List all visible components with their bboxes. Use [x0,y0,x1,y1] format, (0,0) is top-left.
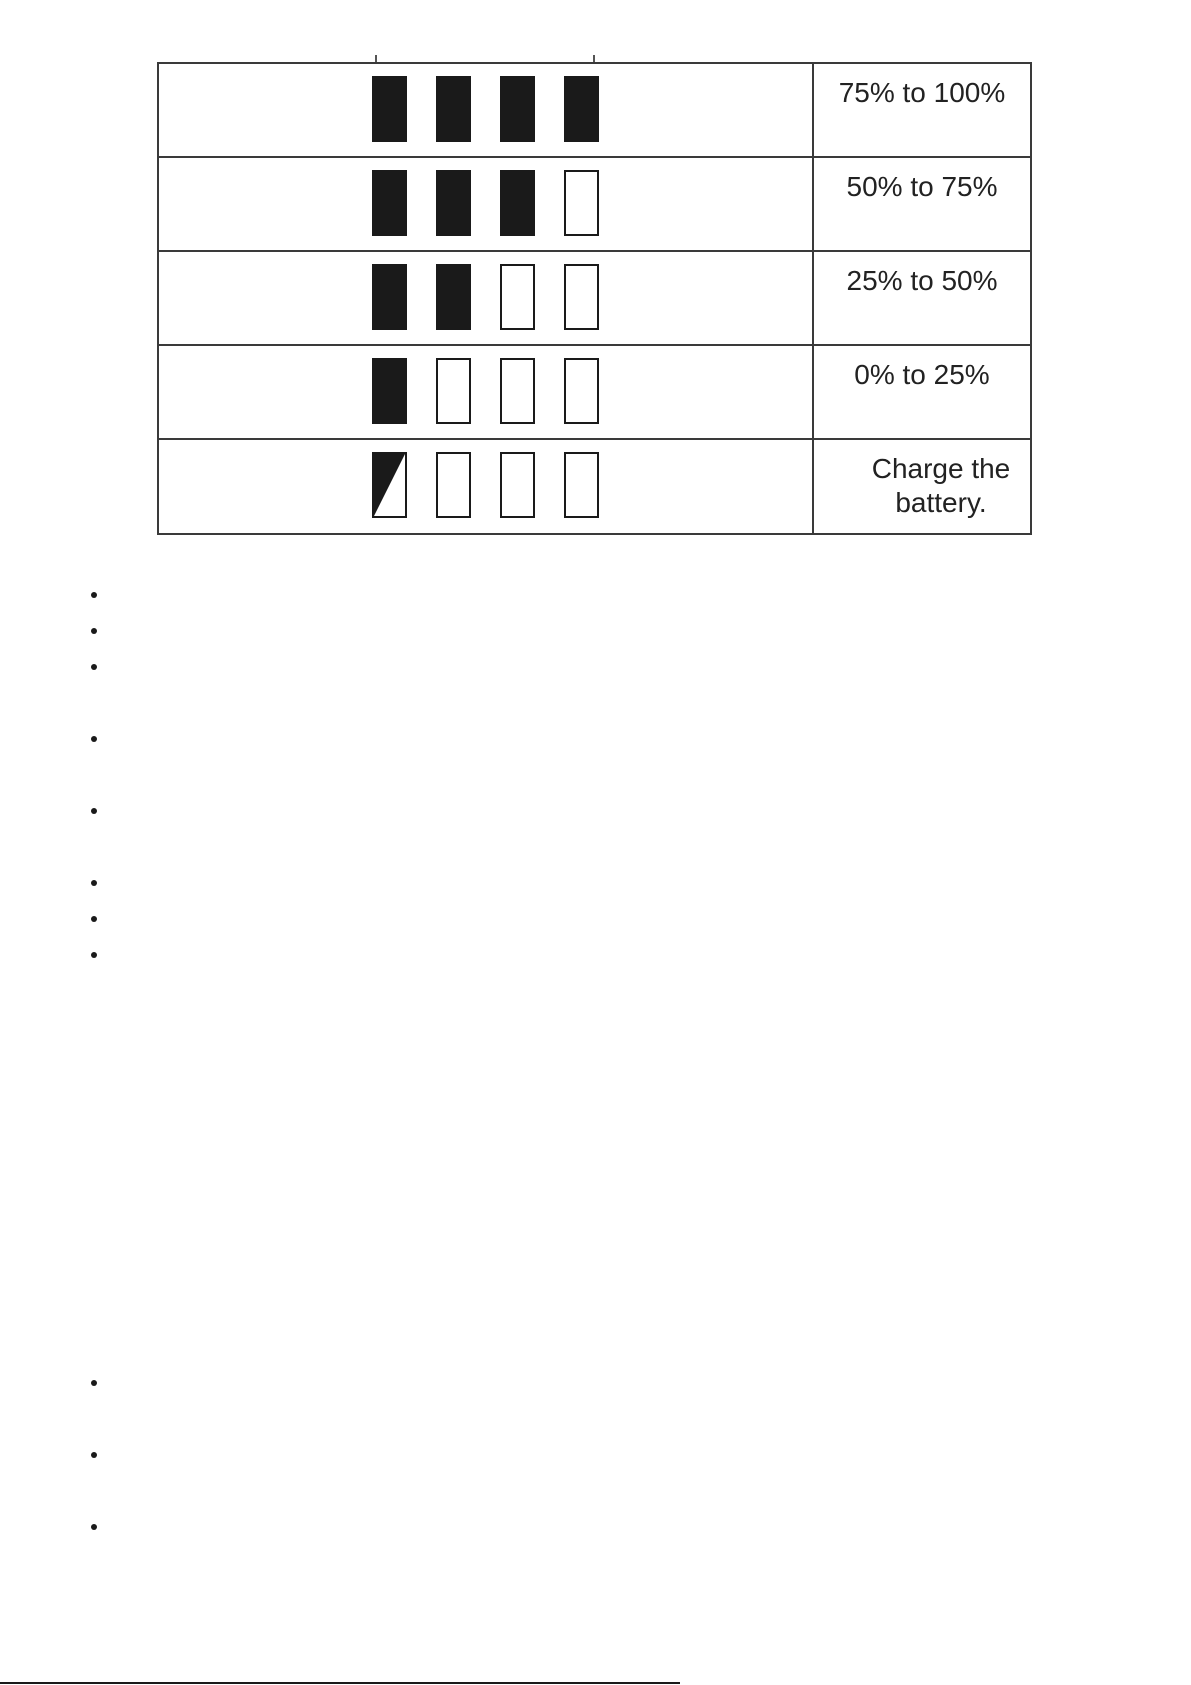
battery-segment-filled [500,170,535,236]
battery-row-4 [159,346,1030,440]
footer-rule [0,1682,594,1684]
battery-segment-filled [372,76,407,142]
list-bullet [91,1380,97,1386]
battery-segment-filled [436,76,471,142]
battery-row-1 [159,64,1030,158]
list-bullet [91,628,97,634]
battery-indicator-icon [372,264,612,330]
battery-segment-filled [436,170,471,236]
battery-segment-empty [564,264,599,330]
battery-segment-empty [564,170,599,236]
list-bullet [91,592,97,598]
battery-segment-empty [500,264,535,330]
top-tick-right [593,55,595,62]
battery-segment-filled [372,264,407,330]
battery-segment-low [372,452,407,518]
list-bullet [91,808,97,814]
battery-range-label: Charge the battery. [871,453,1011,518]
battery-row-2 [159,158,1030,252]
battery-row-5 [159,440,1030,535]
battery-segment-empty [564,452,599,518]
list-bullet [91,736,97,742]
battery-range-label: 50% to 75% [846,171,998,202]
top-tick-left [375,55,377,62]
column-divider [812,440,814,535]
battery-segment-empty [436,452,471,518]
footer-rule-segment [594,1682,680,1684]
battery-range-label: 0% to 25% [854,359,990,390]
battery-range-label: 25% to 50% [846,265,998,296]
list-bullet [91,1524,97,1530]
battery-segment-filled [500,76,535,142]
battery-segment-empty [500,358,535,424]
battery-segment-empty [436,358,471,424]
battery-indicator-icon [372,452,612,518]
battery-indicator-icon [372,358,612,424]
battery-level-table [157,62,1032,535]
battery-range-label: 75% to 100% [838,77,1006,108]
battery-segment-empty [564,358,599,424]
battery-segment-filled [564,76,599,142]
list-bullet [91,952,97,958]
battery-segment-filled [372,170,407,236]
list-bullet [91,880,97,886]
battery-segment-filled [436,264,471,330]
battery-segment-empty [500,452,535,518]
battery-row-3 [159,252,1030,346]
battery-indicator-icon [372,170,612,236]
list-bullet [91,1452,97,1458]
list-bullet [91,664,97,670]
battery-segment-filled [372,358,407,424]
list-bullet [91,916,97,922]
battery-indicator-icon [372,76,612,142]
